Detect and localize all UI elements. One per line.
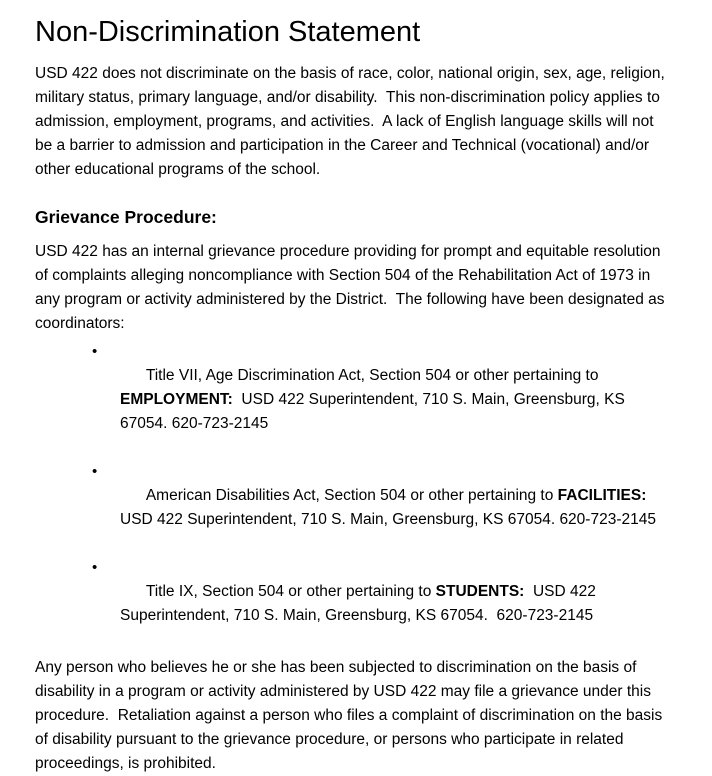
grievance-intro-paragraph: USD 422 has an internal grievance procedure providing for prompt and equitable resolution of complaints alleging noncompliance with Section 504 of the Rehabilitation Act of 1973 in any program or activity administered by the District. The following have been designated as coordinators:: [35, 243, 669, 332]
list-item: [90, 340, 672, 460]
list-item-text: USD 422 Superintendent, 710 S. Main, Greensburg, KS 67054. 620-723-2145: [120, 583, 601, 624]
list-item-text: Title IX, Section 504 or other pertaining to: [145, 583, 436, 600]
list-item-bold-term: FACILITIES:: [557, 487, 647, 504]
bullet-icon: •: [92, 559, 98, 576]
bullet-icon: •: [92, 463, 98, 480]
list-item-text: Title VII, Age Discrimination Act, Section 504 or other pertaining to: [145, 367, 603, 384]
closing-paragraph: Any person who believes he or she has been subjected to discrimination on the basis of disability in a program or activity administered by USD 422 may file a grievance under this procedure. Retaliation against a person who files a complaint of discrimination on the basis of disability pursuant to the grievance procedure, or persons who participate in related proceedings, is prohibited.: [35, 659, 667, 772]
intro-paragraph: USD 422 does not discriminate on the basis of race, color, national origin, sex, age, religion, military status, primary language, and/or disability. This non-discrimination policy applies to admission, employment, programs, and activities. A lack of English language skills will not be a barrier to admission and participation in the Career and Technical (vocational) and/or other educational programs of the school.: [35, 65, 670, 178]
list-item-bold-term: STUDENTS:: [435, 583, 525, 600]
list-item: [90, 556, 672, 652]
list-item: [90, 460, 672, 556]
list-item-text: American Disabilities Act, Section 504 or other pertaining to: [145, 487, 558, 504]
list-item-text: USD 422 Superintendent, 710 S. Main, Greensburg, KS 67054. 620-723-2145: [120, 487, 656, 528]
document-title: Non-Discrimination Statement: [35, 16, 421, 48]
list-item-bold-term: EMPLOYMENT:: [120, 391, 233, 408]
grievance-procedure-heading: Grievance Procedure:: [35, 207, 217, 227]
list-item-text: USD 422 Superintendent, 710 S. Main, Greensburg, KS 67054. 620-723-2145: [120, 391, 630, 432]
coordinators-list: [35, 340, 672, 652]
bullet-icon: •: [92, 343, 98, 360]
